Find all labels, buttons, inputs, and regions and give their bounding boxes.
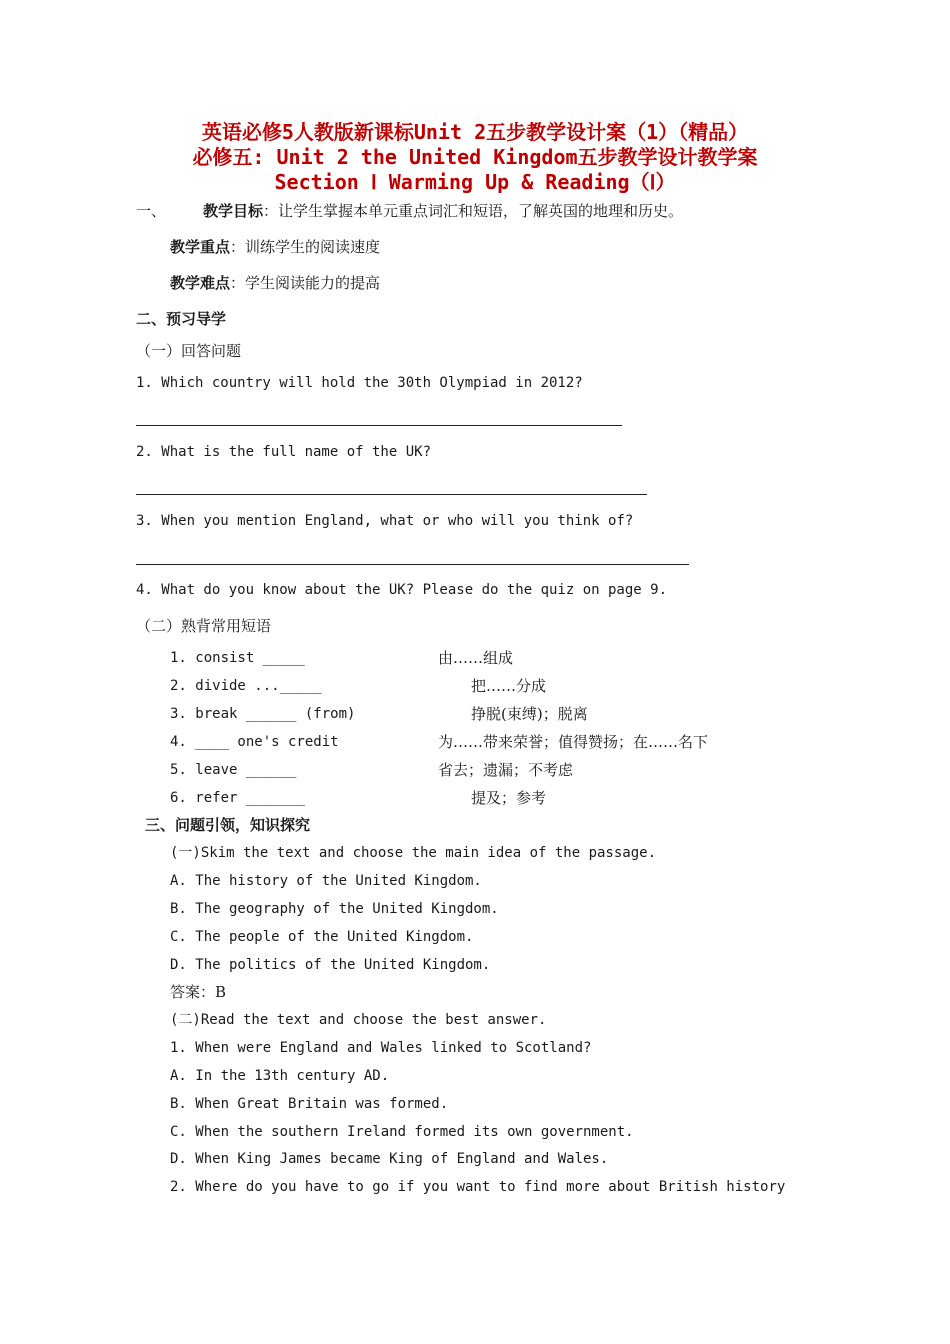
teaching-goal-text: ：让学生掌握本单元重点词汇和短语，了解英国的地理和历史。 [263, 202, 684, 220]
answer-option: D. The politics of the United Kingdom. [170, 957, 491, 973]
phrase-chinese: 为……带来荣誉；值得赞扬；在……名下 [438, 733, 709, 751]
answer-option: B. The geography of the United Kingdom. [170, 901, 499, 917]
answer-line [136, 494, 647, 495]
phrase-english: 5. leave ______ [170, 762, 297, 778]
phrase-chinese: 提及；参考 [471, 789, 547, 807]
teaching-difficulty-text: ：学生阅读能力的提高 [230, 274, 381, 292]
preview-subheading-2: （二）熟背常用短语 [136, 617, 272, 635]
answer-line [136, 425, 622, 426]
phrase-english: 4. ____ one's credit [170, 734, 339, 750]
answer-option: D. When King James became King of England and Wales. [170, 1151, 609, 1167]
phrase-chinese: 省去；遗漏；不考虑 [438, 761, 574, 779]
phrase-english: 3. break ______ (from) [170, 706, 356, 722]
skim-prompt: (一)Skim the text and choose the main idea of the passage. [170, 845, 657, 861]
answer-option: B. When Great Britain was formed. [170, 1096, 449, 1112]
preview-subheading-1: （一）回答问题 [136, 342, 242, 360]
answer-option: C. When the southern Ireland formed its own government. [170, 1124, 634, 1140]
reading-question: 1. When were England and Wales linked to Scotland? [170, 1040, 592, 1056]
reading-question: 2. Where do you have to go if you want to find more about British history [170, 1179, 786, 1195]
phrase-chinese: 挣脱(束缚)；脱离 [471, 705, 588, 723]
objectives-number: 一、 [136, 202, 167, 220]
preview-question: 4. What do you know about the UK? Please do the quiz on page 9. [136, 582, 668, 598]
title-line-1: 英语必修5人教版新课标Unit 2五步教学设计案（1）（精品） [201, 120, 749, 144]
answer-option: A. The history of the United Kingdom. [170, 873, 482, 889]
title-line-2: 必修五: Unit 2 the United Kingdom五步教学设计教学案 [192, 145, 758, 169]
read-prompt: (二)Read the text and choose the best answer. [170, 1012, 547, 1028]
phrase-english: 6. refer _______ [170, 790, 305, 806]
preview-question: 1. Which country will hold the 30th Olympiad in 2012? [136, 375, 583, 391]
teaching-goal-label: 教学目标 [203, 202, 264, 220]
teaching-difficulty-label: 教学难点 [170, 274, 231, 292]
explore-heading: 三、问题引领，知识探究 [145, 816, 311, 834]
document-title [0, 120, 950, 195]
answer-option: A. In the 13th century AD. [170, 1068, 390, 1084]
phrase-english: 1. consist _____ [170, 650, 305, 666]
preview-question: 3. When you mention England, what or who will you think of? [136, 513, 634, 529]
preview-heading: 二、预习导学 [136, 310, 227, 328]
answer-key: 答案：B [170, 983, 227, 1001]
teaching-goal [203, 201, 683, 221]
teaching-key-point [170, 237, 380, 257]
answer-option: C. The people of the United Kingdom. [170, 929, 474, 945]
phrase-english: 2. divide ..._____ [170, 678, 322, 694]
phrase-chinese: 由……组成 [438, 649, 514, 667]
preview-question: 2. What is the full name of the UK? [136, 444, 432, 460]
answer-line [136, 564, 689, 565]
phrase-chinese: 把……分成 [471, 677, 547, 695]
title-line-3: Section Ⅰ Warming Up & Reading（Ⅰ） [274, 170, 676, 194]
teaching-key-label: 教学重点 [170, 238, 231, 256]
teaching-key-text: ：训练学生的阅读速度 [230, 238, 381, 256]
teaching-difficulty [170, 273, 380, 293]
